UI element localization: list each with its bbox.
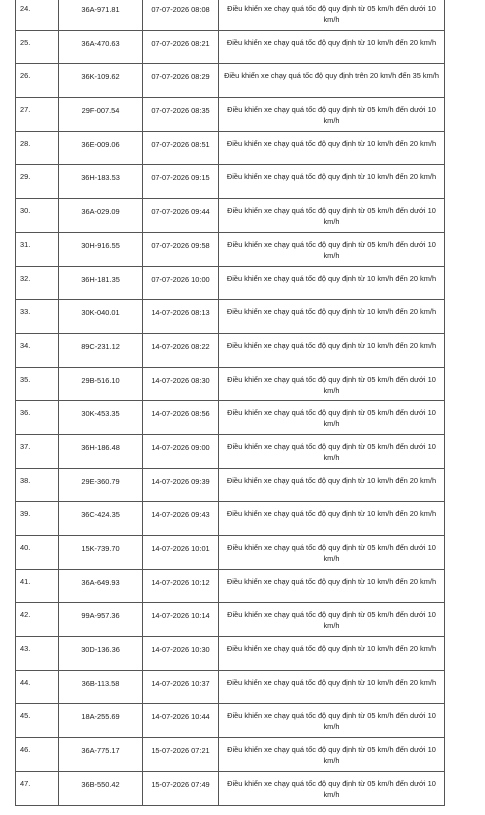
license-plate: 30K-453.35 bbox=[59, 401, 143, 435]
violation-description: Điều khiển xe chạy quá tốc độ quy định từ 05 km/h đến dưới 10 km/h bbox=[219, 0, 445, 30]
table-row bbox=[16, 98, 445, 132]
table-row bbox=[16, 0, 445, 30]
row-number: 38. bbox=[16, 468, 59, 502]
row-number: 40. bbox=[16, 536, 59, 570]
table-row bbox=[16, 401, 445, 435]
violation-time: 07-07-2026 09:44 bbox=[143, 199, 219, 233]
license-plate: 30H-916.55 bbox=[59, 232, 143, 266]
row-number: 42. bbox=[16, 603, 59, 637]
license-plate: 30D-136.36 bbox=[59, 637, 143, 671]
row-number: 35. bbox=[16, 367, 59, 401]
license-plate: 36H-183.53 bbox=[59, 165, 143, 199]
row-number: 47. bbox=[16, 771, 59, 805]
violation-description: Điều khiển xe chạy quá tốc độ quy định từ 05 km/h đến dưới 10 km/h bbox=[219, 232, 445, 266]
violation-time: 14-07-2026 09:43 bbox=[143, 502, 219, 536]
violation-time: 15-07-2026 07:49 bbox=[143, 771, 219, 805]
table-row bbox=[16, 569, 445, 603]
license-plate: 36B-550.42 bbox=[59, 771, 143, 805]
table-row bbox=[16, 704, 445, 738]
violation-time: 14-07-2026 08:56 bbox=[143, 401, 219, 435]
table-row bbox=[16, 536, 445, 570]
row-number: 41. bbox=[16, 569, 59, 603]
table-row bbox=[16, 670, 445, 704]
table-row bbox=[16, 367, 445, 401]
violation-time: 07-07-2026 10:00 bbox=[143, 266, 219, 300]
violation-description: Điều khiển xe chạy quá tốc độ quy định từ 05 km/h đến dưới 10 km/h bbox=[219, 434, 445, 468]
violation-time: 14-07-2026 08:13 bbox=[143, 300, 219, 334]
violation-description: Điều khiển xe chạy quá tốc độ quy định từ 05 km/h đến dưới 10 km/h bbox=[219, 536, 445, 570]
violation-description: Điều khiển xe chạy quá tốc độ quy định từ 05 km/h đến dưới 10 km/h bbox=[219, 738, 445, 772]
license-plate: 30K-040.01 bbox=[59, 300, 143, 334]
violation-description: Điều khiển xe chạy quá tốc độ quy định từ 05 km/h đến dưới 10 km/h bbox=[219, 367, 445, 401]
table-row bbox=[16, 468, 445, 502]
row-number: 44. bbox=[16, 670, 59, 704]
violation-time: 14-07-2026 10:37 bbox=[143, 670, 219, 704]
license-plate: 36E-009.06 bbox=[59, 131, 143, 165]
row-number: 26. bbox=[16, 64, 59, 98]
violation-description: Điều khiển xe chạy quá tốc độ quy định từ 10 km/h đến 20 km/h bbox=[219, 300, 445, 334]
row-number: 28. bbox=[16, 131, 59, 165]
table-row bbox=[16, 266, 445, 300]
row-number: 37. bbox=[16, 434, 59, 468]
violations-table-container bbox=[15, 0, 444, 806]
license-plate: 36A-775.17 bbox=[59, 738, 143, 772]
violations-table bbox=[15, 0, 445, 806]
violation-description: Điều khiển xe chạy quá tốc độ quy định từ 10 km/h đến 20 km/h bbox=[219, 165, 445, 199]
row-number: 33. bbox=[16, 300, 59, 334]
license-plate: 36A-971.81 bbox=[59, 0, 143, 30]
violation-time: 07-07-2026 08:51 bbox=[143, 131, 219, 165]
row-number: 32. bbox=[16, 266, 59, 300]
violation-time: 14-07-2026 10:12 bbox=[143, 569, 219, 603]
row-number: 34. bbox=[16, 333, 59, 367]
violation-time: 14-07-2026 10:30 bbox=[143, 637, 219, 671]
license-plate: 99A-957.36 bbox=[59, 603, 143, 637]
table-row bbox=[16, 434, 445, 468]
violation-description: Điều khiển xe chạy quá tốc độ quy định từ 05 km/h đến dưới 10 km/h bbox=[219, 98, 445, 132]
license-plate: 36H-186.48 bbox=[59, 434, 143, 468]
table-row bbox=[16, 131, 445, 165]
violation-time: 07-07-2026 08:21 bbox=[143, 30, 219, 64]
violation-time: 07-07-2026 08:29 bbox=[143, 64, 219, 98]
violation-time: 07-07-2026 08:08 bbox=[143, 0, 219, 30]
row-number: 25. bbox=[16, 30, 59, 64]
violation-time: 14-07-2026 08:22 bbox=[143, 333, 219, 367]
row-number: 30. bbox=[16, 199, 59, 233]
row-number: 29. bbox=[16, 165, 59, 199]
violations-table-body bbox=[16, 0, 445, 805]
violation-description: Điều khiển xe chạy quá tốc độ quy định từ 05 km/h đến dưới 10 km/h bbox=[219, 401, 445, 435]
license-plate: 36A-470.63 bbox=[59, 30, 143, 64]
license-plate: 36K-109.62 bbox=[59, 64, 143, 98]
violation-time: 07-07-2026 08:35 bbox=[143, 98, 219, 132]
license-plate: 89C-231.12 bbox=[59, 333, 143, 367]
violation-description: Điều khiển xe chạy quá tốc độ quy định từ 05 km/h đến dưới 10 km/h bbox=[219, 199, 445, 233]
license-plate: 15K-739.70 bbox=[59, 536, 143, 570]
row-number: 45. bbox=[16, 704, 59, 738]
license-plate: 36A-649.93 bbox=[59, 569, 143, 603]
violation-description: Điều khiển xe chạy quá tốc độ quy định từ 10 km/h đến 20 km/h bbox=[219, 468, 445, 502]
violation-description: Điều khiển xe chạy quá tốc độ quy định từ 05 km/h đến dưới 10 km/h bbox=[219, 704, 445, 738]
violation-description: Điều khiển xe chạy quá tốc độ quy định từ 10 km/h đến 20 km/h bbox=[219, 333, 445, 367]
license-plate: 36B-113.58 bbox=[59, 670, 143, 704]
table-row bbox=[16, 232, 445, 266]
violation-description: Điều khiển xe chạy quá tốc độ quy định từ 10 km/h đến 20 km/h bbox=[219, 637, 445, 671]
license-plate: 36C-424.35 bbox=[59, 502, 143, 536]
license-plate: 29B-516.10 bbox=[59, 367, 143, 401]
license-plate: 36H-181.35 bbox=[59, 266, 143, 300]
violation-time: 14-07-2026 10:14 bbox=[143, 603, 219, 637]
license-plate: 29F-007.54 bbox=[59, 98, 143, 132]
violation-description: Điều khiển xe chạy quá tốc độ quy định từ 10 km/h đến 20 km/h bbox=[219, 502, 445, 536]
table-row bbox=[16, 738, 445, 772]
violation-description: Điều khiển xe chạy quá tốc độ quy định từ 05 km/h đến dưới 10 km/h bbox=[219, 603, 445, 637]
table-row bbox=[16, 165, 445, 199]
violation-time: 14-07-2026 09:39 bbox=[143, 468, 219, 502]
license-plate: 18A-255.69 bbox=[59, 704, 143, 738]
table-row bbox=[16, 502, 445, 536]
violation-description: Điều khiển xe chạy quá tốc độ quy định trên 20 km/h đến 35 km/h bbox=[219, 64, 445, 98]
row-number: 46. bbox=[16, 738, 59, 772]
row-number: 39. bbox=[16, 502, 59, 536]
row-number: 43. bbox=[16, 637, 59, 671]
row-number: 36. bbox=[16, 401, 59, 435]
violation-description: Điều khiển xe chạy quá tốc độ quy định từ 10 km/h đến 20 km/h bbox=[219, 670, 445, 704]
table-row bbox=[16, 64, 445, 98]
license-plate: 36A-029.09 bbox=[59, 199, 143, 233]
table-row bbox=[16, 30, 445, 64]
table-row bbox=[16, 199, 445, 233]
table-row bbox=[16, 771, 445, 805]
row-number: 31. bbox=[16, 232, 59, 266]
table-row bbox=[16, 300, 445, 334]
violation-time: 15-07-2026 07:21 bbox=[143, 738, 219, 772]
violation-description: Điều khiển xe chạy quá tốc độ quy định từ 10 km/h đến 20 km/h bbox=[219, 266, 445, 300]
table-row bbox=[16, 603, 445, 637]
table-row bbox=[16, 333, 445, 367]
violation-time: 14-07-2026 09:00 bbox=[143, 434, 219, 468]
violation-time: 07-07-2026 09:58 bbox=[143, 232, 219, 266]
table-row bbox=[16, 637, 445, 671]
license-plate: 29E-360.79 bbox=[59, 468, 143, 502]
violation-description: Điều khiển xe chạy quá tốc độ quy định từ 10 km/h đến 20 km/h bbox=[219, 131, 445, 165]
violation-time: 14-07-2026 10:01 bbox=[143, 536, 219, 570]
violation-time: 14-07-2026 10:44 bbox=[143, 704, 219, 738]
violation-description: Điều khiển xe chạy quá tốc độ quy định từ 05 km/h đến dưới 10 km/h bbox=[219, 771, 445, 805]
violation-time: 07-07-2026 09:15 bbox=[143, 165, 219, 199]
violation-time: 14-07-2026 08:30 bbox=[143, 367, 219, 401]
row-number: 24. bbox=[16, 0, 59, 30]
row-number: 27. bbox=[16, 98, 59, 132]
violation-description: Điều khiển xe chạy quá tốc độ quy định từ 10 km/h đến 20 km/h bbox=[219, 569, 445, 603]
violation-description: Điều khiển xe chạy quá tốc độ quy định từ 10 km/h đến 20 km/h bbox=[219, 30, 445, 64]
